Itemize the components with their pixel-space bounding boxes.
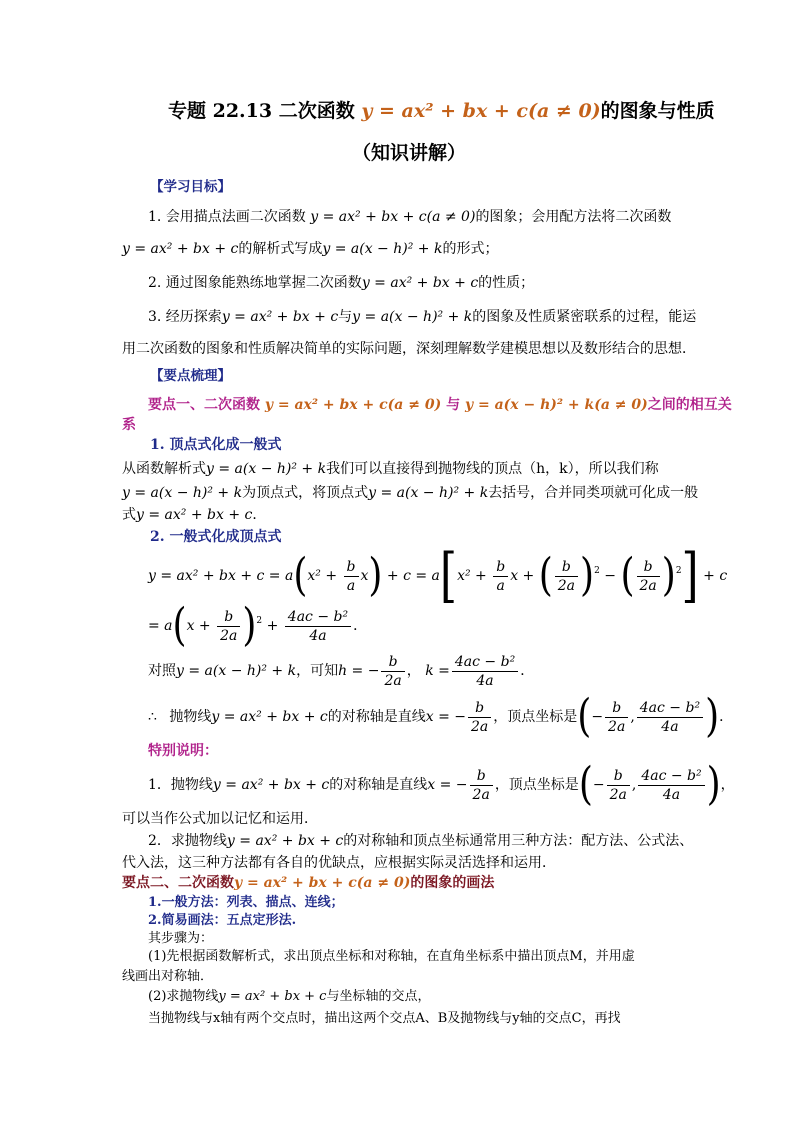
denominator: 4a: [638, 785, 704, 804]
fraction: [468, 699, 491, 736]
numerator: b: [496, 558, 506, 575]
goal-item-3-line-2: 用二次函数的图象和性质解决简单的实际问题，深刻理解数学建模思想以及数形结合的思想．: [122, 341, 696, 357]
body-text: ．: [252, 507, 267, 523]
formula: x = −: [427, 777, 468, 793]
formula: −: [592, 777, 605, 793]
section-2-heading: 2. 一般式化成顶点式: [150, 529, 282, 545]
page-title: [168, 98, 715, 124]
body-text: 与坐标轴的交点，: [326, 989, 431, 1004]
paren: ): [705, 690, 720, 742]
goal-text: 与: [338, 309, 353, 325]
fraction: [470, 767, 493, 804]
numerator: b: [475, 699, 485, 716]
formula: x: [360, 568, 369, 584]
denominator: a: [344, 576, 359, 595]
formula: y = ax² + bx + c: [136, 507, 253, 523]
paren: (: [293, 549, 308, 601]
denominator: 2a: [555, 576, 578, 595]
body-text: ，可知: [296, 663, 339, 679]
goal-item-1-line-1: [148, 206, 671, 228]
denominator: 2a: [470, 785, 493, 804]
goal-text: 2. 通过图象能熟练地掌握二次函数: [148, 275, 362, 291]
heading-text: 的图象的画法: [410, 875, 495, 891]
numerator: b: [561, 558, 571, 575]
formula: x +: [186, 618, 216, 634]
goal-text: 1. 会用描点法画二次函数: [148, 209, 306, 225]
numerator: b: [612, 699, 622, 716]
step-3: 当抛物线与x轴有两个交点时，描出这两个交点A、B及抛物线与y轴的交点C，再找: [148, 1011, 621, 1026]
formula: x +: [510, 568, 539, 584]
formula: y = a(x − h)² + k: [206, 461, 327, 477]
paren: ): [242, 599, 257, 651]
section-1-heading: 1. 顶点式化成一般式: [150, 437, 282, 453]
formula: + c = a: [382, 568, 440, 584]
heading-text: 要点二、二次函数: [122, 875, 234, 891]
exponent: 2: [256, 616, 263, 626]
therefore-line: [148, 690, 734, 742]
formula: x = −: [425, 709, 466, 725]
paren: (: [538, 549, 553, 601]
formula: y = ax² + bx + c(a ≠ 0): [234, 875, 411, 891]
body-text: 抛物线: [169, 709, 212, 725]
body-text: 1．抛物线: [148, 777, 213, 793]
method-2: 2.简易画法：五点定形法.: [148, 913, 297, 928]
formula: + c: [698, 568, 728, 584]
special-note-2-line-2: 代入法，这三种方法都有各自的优缺点，应根据实际灵活选择和运用．: [122, 855, 556, 871]
goal-item-2: [148, 272, 534, 294]
equation-line-1: [148, 540, 728, 610]
formula: y = ax² + bx + c = a: [148, 568, 294, 584]
numerator: b: [388, 653, 398, 670]
goal-text: 的解析式写成: [238, 241, 323, 257]
fraction: [381, 653, 404, 690]
body-text: 为顶点式，将顶点式: [242, 485, 369, 501]
heading-text: 要点一、二次函数: [148, 397, 260, 413]
special-note-2-line-1: [148, 830, 693, 852]
formula: y = ax² + bx + c(a ≠ 0): [264, 397, 442, 413]
formula: +: [262, 618, 283, 634]
step-1-line-1: (1)先根据函数解析式，求出顶点坐标和对称轴，在直角坐标系中描出顶点M，并用虚: [148, 949, 635, 964]
numerator: b: [613, 767, 623, 784]
formula: ，: [720, 777, 735, 793]
special-heading: 特别说明：: [148, 743, 218, 759]
exponent: 2: [675, 566, 682, 576]
goal-item-1-line-2: [122, 238, 498, 260]
special-note-1: [148, 758, 735, 810]
fraction: [637, 699, 703, 736]
numerator: 4ac − b²: [639, 699, 701, 716]
fraction: [493, 558, 508, 595]
formula: = a: [148, 618, 173, 634]
numerator: b: [643, 558, 653, 575]
formula: y = ax² + bx + c: [218, 989, 327, 1004]
goal-text: 的图象；会用配方法将二次函数: [475, 209, 672, 225]
formula: −: [591, 709, 604, 725]
formula: y = ax² + bx + c: [221, 309, 339, 325]
formula: y = ax² + bx + c(a ≠ 0): [310, 209, 476, 225]
body-text: (2)求抛物线: [148, 989, 219, 1004]
denominator: 4a: [452, 671, 518, 690]
body-text: ，顶点坐标是: [494, 777, 579, 793]
bracket: [: [439, 540, 458, 610]
denominator: 4a: [285, 626, 351, 645]
formula: y = a(x − h)² + k: [322, 241, 443, 257]
body-text: 式: [122, 507, 136, 523]
formula: ．: [719, 709, 734, 725]
fraction: [452, 653, 518, 690]
formula: h = −: [338, 663, 380, 679]
fraction: [285, 608, 351, 645]
body-text: 从函数解析式: [122, 461, 206, 477]
points-heading: 【要点梳理】: [150, 368, 231, 384]
formula: −: [599, 568, 621, 584]
goals-heading: 【学习目标】: [150, 179, 231, 195]
formula: y = a(x − h)² + k: [122, 485, 243, 501]
formula: y = ax² + bx + c: [212, 777, 330, 793]
formula: y = a(x − h)² + k: [352, 309, 473, 325]
formula: y = ax² + bx + c: [211, 709, 328, 725]
page-subtitle: （知识讲解）: [352, 142, 467, 164]
numerator: b: [476, 767, 486, 784]
point-1-heading-cont: 系: [122, 417, 136, 433]
heading-text: 与: [446, 397, 461, 413]
method-1: 1.一般方法：列表、描点、连线；: [148, 895, 344, 910]
goal-text: 的形式；: [442, 241, 499, 257]
denominator: 4a: [637, 717, 703, 736]
step-1-line-2: 线画出对称轴．: [122, 969, 214, 984]
denominator: 2a: [607, 785, 630, 804]
heading-text: 之间的相互关: [647, 397, 732, 413]
formula: y = a(x − h)² + k: [368, 485, 489, 501]
section-1-line-2: [122, 482, 698, 504]
body-text: 2．求抛物线: [148, 833, 227, 849]
fraction: [637, 558, 660, 595]
formula: ，: [406, 663, 426, 679]
numerator: b: [224, 608, 234, 625]
therefore-symbol: ∴: [148, 709, 157, 725]
formula: ．: [353, 618, 368, 634]
denominator: a: [493, 576, 508, 595]
formula: y = ax² + bx + c: [122, 241, 239, 257]
denominator: 2a: [468, 717, 491, 736]
formula: y = a(x − h)² + k(a ≠ 0): [464, 397, 648, 413]
formula: k =: [425, 663, 450, 679]
compare-line: [148, 650, 534, 692]
fraction: [344, 558, 359, 595]
special-note-1-cont: 可以当作公式加以记忆和运用．: [122, 811, 318, 827]
steps-label: 其步骤为：: [148, 931, 214, 946]
body-text: 对照: [148, 663, 176, 679]
step-2: [148, 986, 430, 1008]
numerator: b: [346, 558, 356, 575]
formula: ,: [630, 709, 635, 725]
formula: x² +: [307, 568, 342, 584]
goal-text: 的图象及性质紧密联系的过程，能运: [472, 309, 697, 325]
goal-item-3-line-1: [148, 306, 696, 328]
body-text: 去括号，合并同类项就可化成一般: [488, 485, 699, 501]
body-text: ，顶点坐标是: [493, 709, 578, 725]
paren: (: [620, 549, 635, 601]
body-text: 的对称轴是直线: [329, 777, 428, 793]
paren: ): [580, 549, 595, 601]
denominator: 2a: [217, 626, 240, 645]
denominator: 2a: [381, 671, 404, 690]
goal-text: 的性质；: [478, 275, 535, 291]
formula: y = ax² + bx + c: [361, 275, 479, 291]
section-1-line-3: [122, 504, 266, 526]
point-1-heading: [148, 394, 732, 416]
formula: y = a(x − h)² + k: [176, 663, 297, 679]
paren: (: [577, 690, 592, 742]
denominator: 2a: [637, 576, 660, 595]
fraction: [638, 767, 704, 804]
body-text: 的对称轴是直线: [327, 709, 426, 725]
denominator: 2a: [605, 717, 628, 736]
body-text: 的对称轴和顶点坐标通常用三种方法：配方法、公式法、: [343, 833, 694, 849]
paren: (: [578, 758, 593, 810]
fraction: [607, 767, 630, 804]
numerator: 4ac − b²: [454, 653, 516, 670]
paren: (: [172, 599, 187, 651]
fraction: [555, 558, 578, 595]
paren: ): [368, 549, 383, 601]
fraction: [217, 608, 240, 645]
equation-line-2: [148, 598, 368, 651]
bracket: ]: [681, 540, 699, 610]
point-2-heading: [122, 872, 494, 894]
paren: ): [706, 758, 721, 810]
formula: ．: [520, 663, 535, 679]
body-text: 我们可以直接得到抛物线的顶点（h，k），所以我们称: [326, 461, 659, 477]
exponent: 2: [594, 566, 600, 576]
formula: y = ax² + bx + c: [226, 833, 344, 849]
numerator: 4ac − b²: [641, 767, 702, 784]
numerator: 4ac − b²: [287, 608, 349, 625]
section-1-line-1: [122, 458, 659, 480]
title-prefix: 专题 22.13 二次函数: [168, 100, 355, 122]
goal-text: 3. 经历探索: [148, 309, 222, 325]
title-formula: y = ax² + bx + c(a ≠ 0): [361, 100, 601, 122]
title-suffix: 的图象与性质: [600, 100, 715, 122]
formula: ,: [631, 777, 637, 793]
formula: x² +: [457, 568, 492, 584]
paren: ): [661, 549, 676, 601]
fraction: [605, 699, 628, 736]
